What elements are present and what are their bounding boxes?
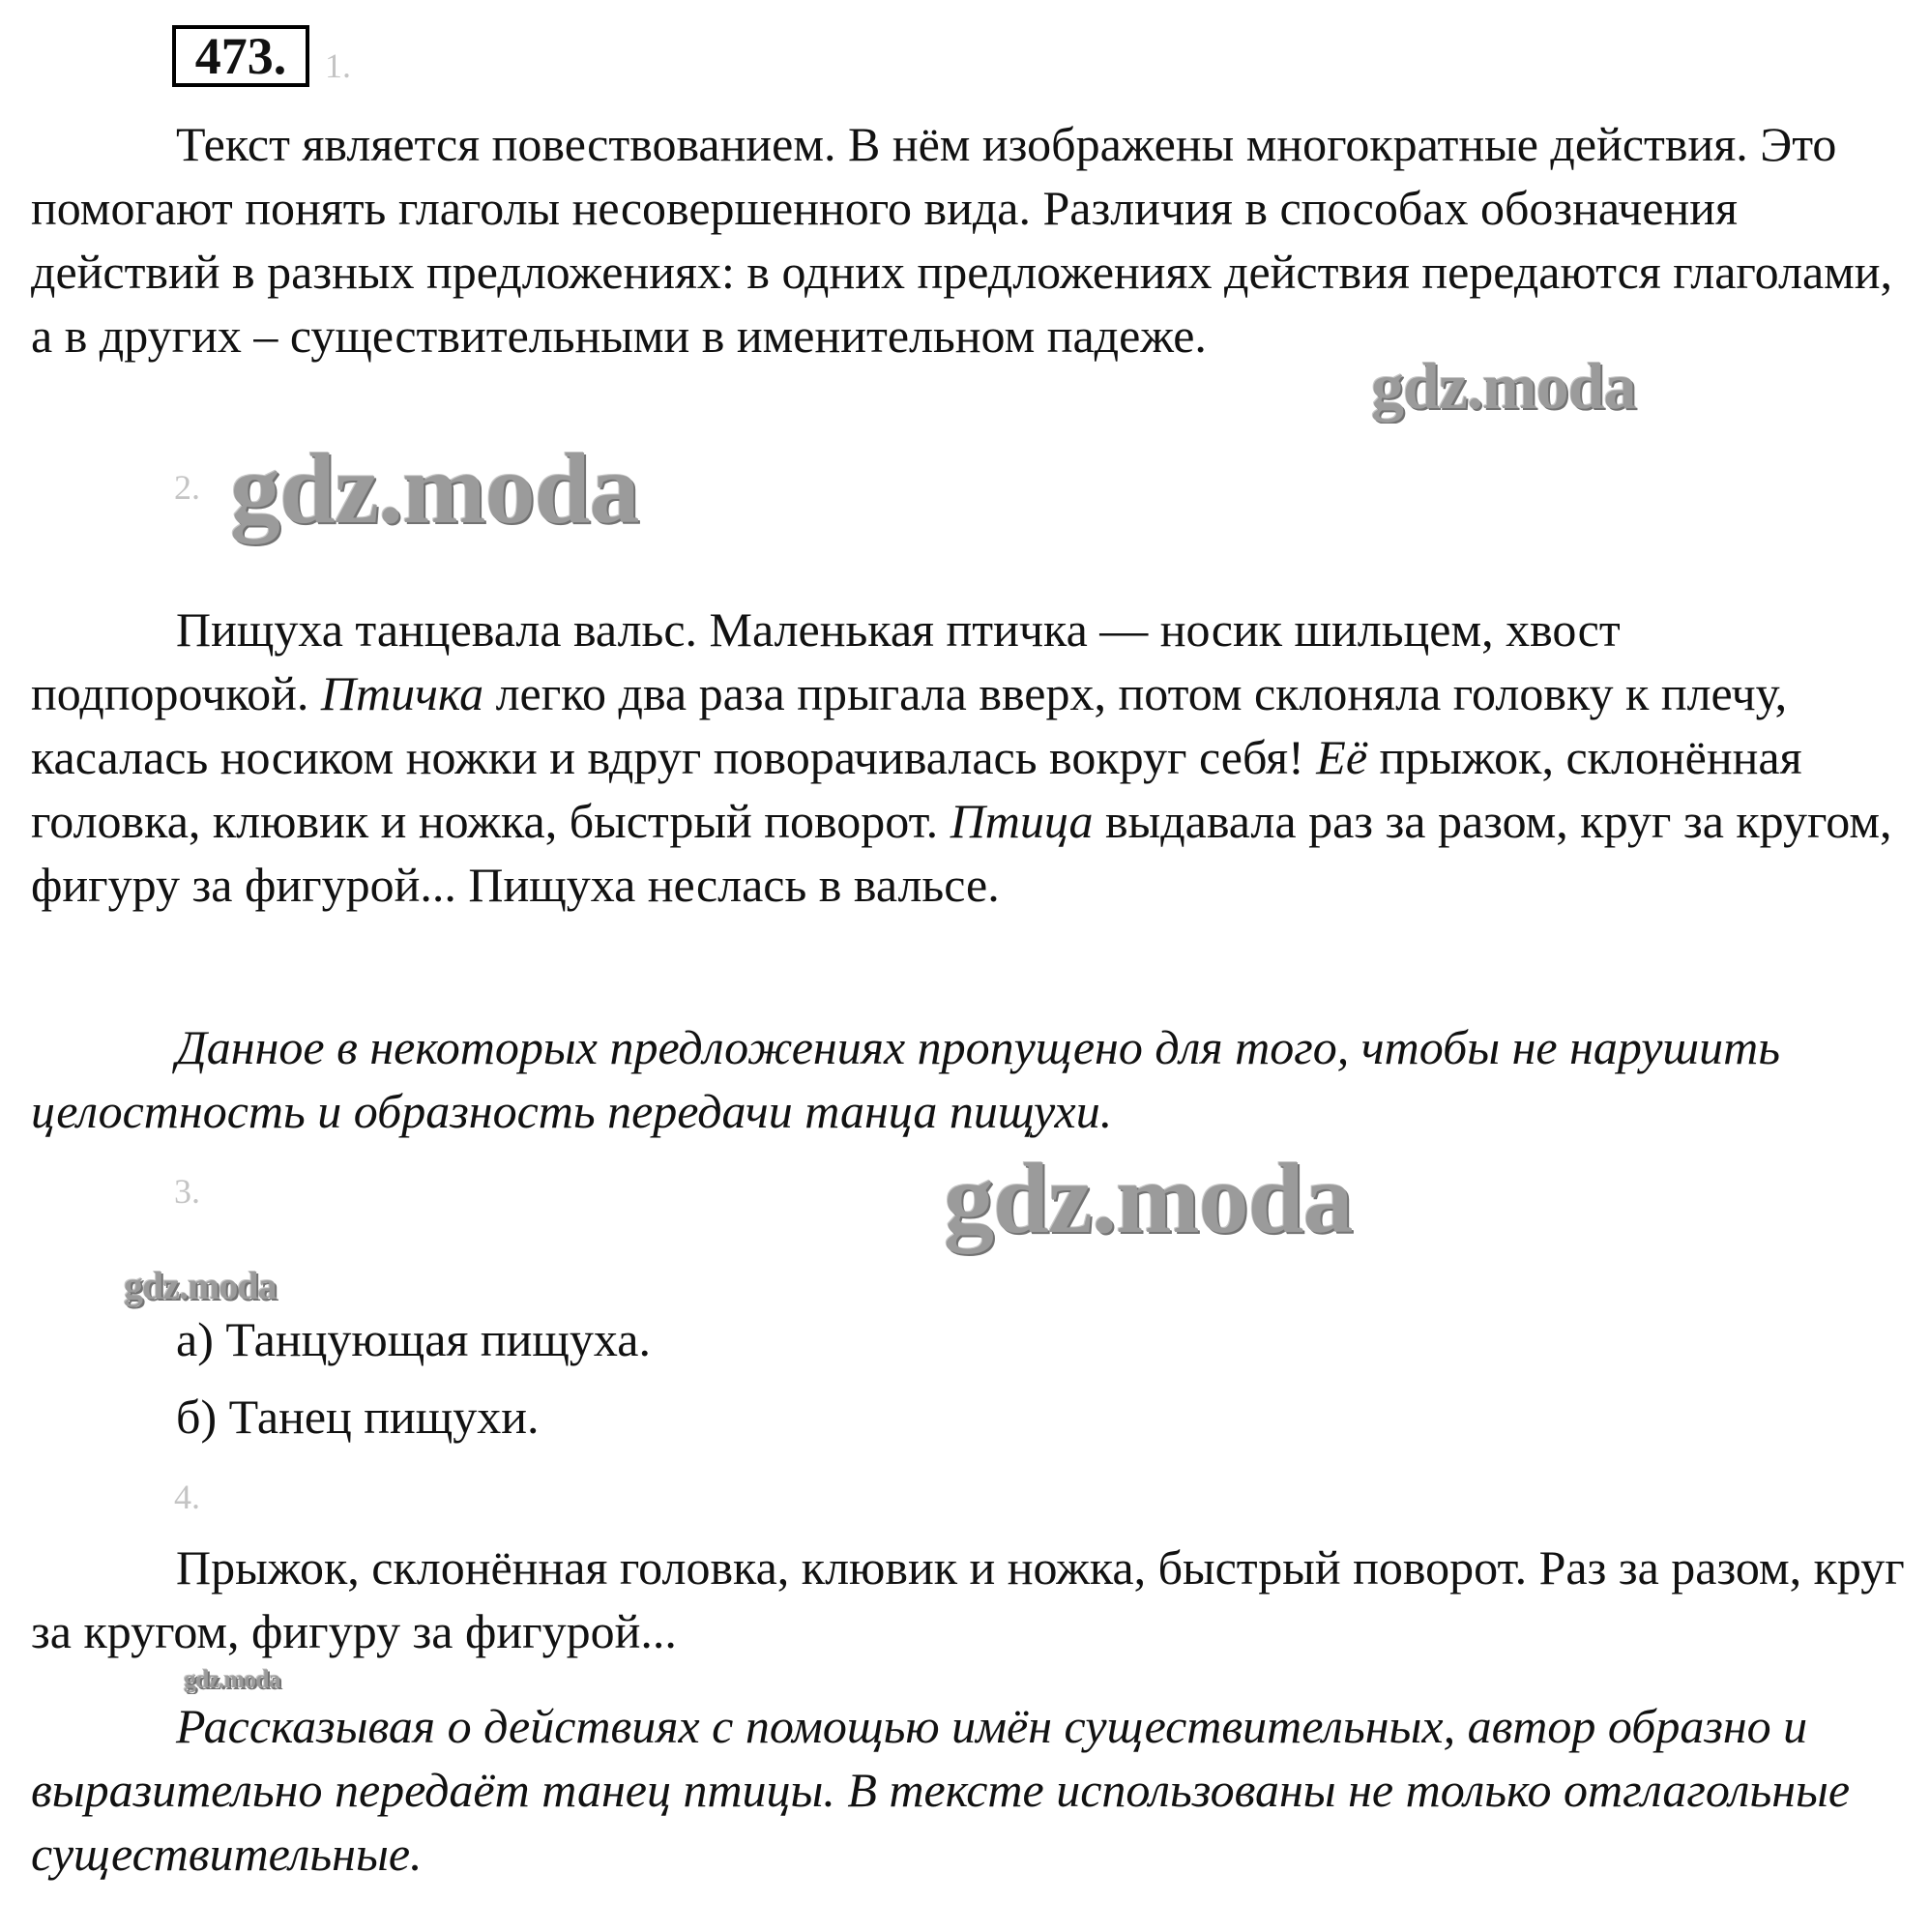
part2-sentence-4: выдавала раз за разом, круг за кругом, фигуру за фигурой... Пищуха неслась в вальсе. [31,794,1892,912]
part2-emphasis-2: Её [1316,730,1368,784]
part4-note: Рассказывая о действиях с помощью имён существительных, автор образно и выразительно передаёт танец птицы. В тексте использованы не только отглагольные существительные. [31,1699,1851,1881]
part1-paragraph: Текст является повествованием. В нём изображены многократные действия. Это помогают понять глаголы несовершенного вида. Различия в способах обозначения действий в разных предложениях: в одних предложениях действия передаются глаголами, а в других – существительными в именительном падеже. [31,117,1893,363]
watermark-logo: gdz.moda [944,1143,1353,1254]
part4-paragraph: Прыжок, склонённая головка, клювик и ножка, быстрый поворот. Раз за разом, круг за кругом, фигуру за фигурой... [31,1540,1905,1658]
part2-sentence-2: легко два раза прыгала вверх, потом склоняла головку к плечу, касалась носиком ножки и вдруг поворачивалась вокруг себя! [31,666,1788,784]
watermark-logo: gdz.moda [230,433,639,544]
part3-answer-a: а) Танцующая пищуха. [176,1312,651,1366]
part2-sentence-1: Пищуха танцевала вальс. Маленькая птичка — носик шильцем, хвост подпорочкой. [31,602,1621,720]
watermark-logo: gdz.moda [1371,349,1636,423]
part2-sentence-3: прыжок, склонённая головка, клювик и ножка, быстрый поворот. [31,730,1802,848]
exercise-number: 473. [172,25,309,87]
part2-emphasis-3: Птица [950,794,1094,848]
section-label-1: 1. [325,46,351,85]
section-label-2: 2. [174,468,200,507]
part2-emphasis-1: Птичка [320,666,484,720]
part3-answer-b: б) Танец пищухи. [176,1390,540,1444]
watermark-logo: gdz.moda [184,1665,280,1693]
section-label-4: 4. [174,1478,200,1516]
part2-note: Данное в некоторых предложениях пропущено для того, чтобы не нарушить целостность и образность передачи танца пищухи. [31,1020,1781,1138]
part2-paragraph [31,598,1907,917]
section-label-3: 3. [174,1172,200,1211]
watermark-logo: gdz.moda [124,1264,277,1307]
